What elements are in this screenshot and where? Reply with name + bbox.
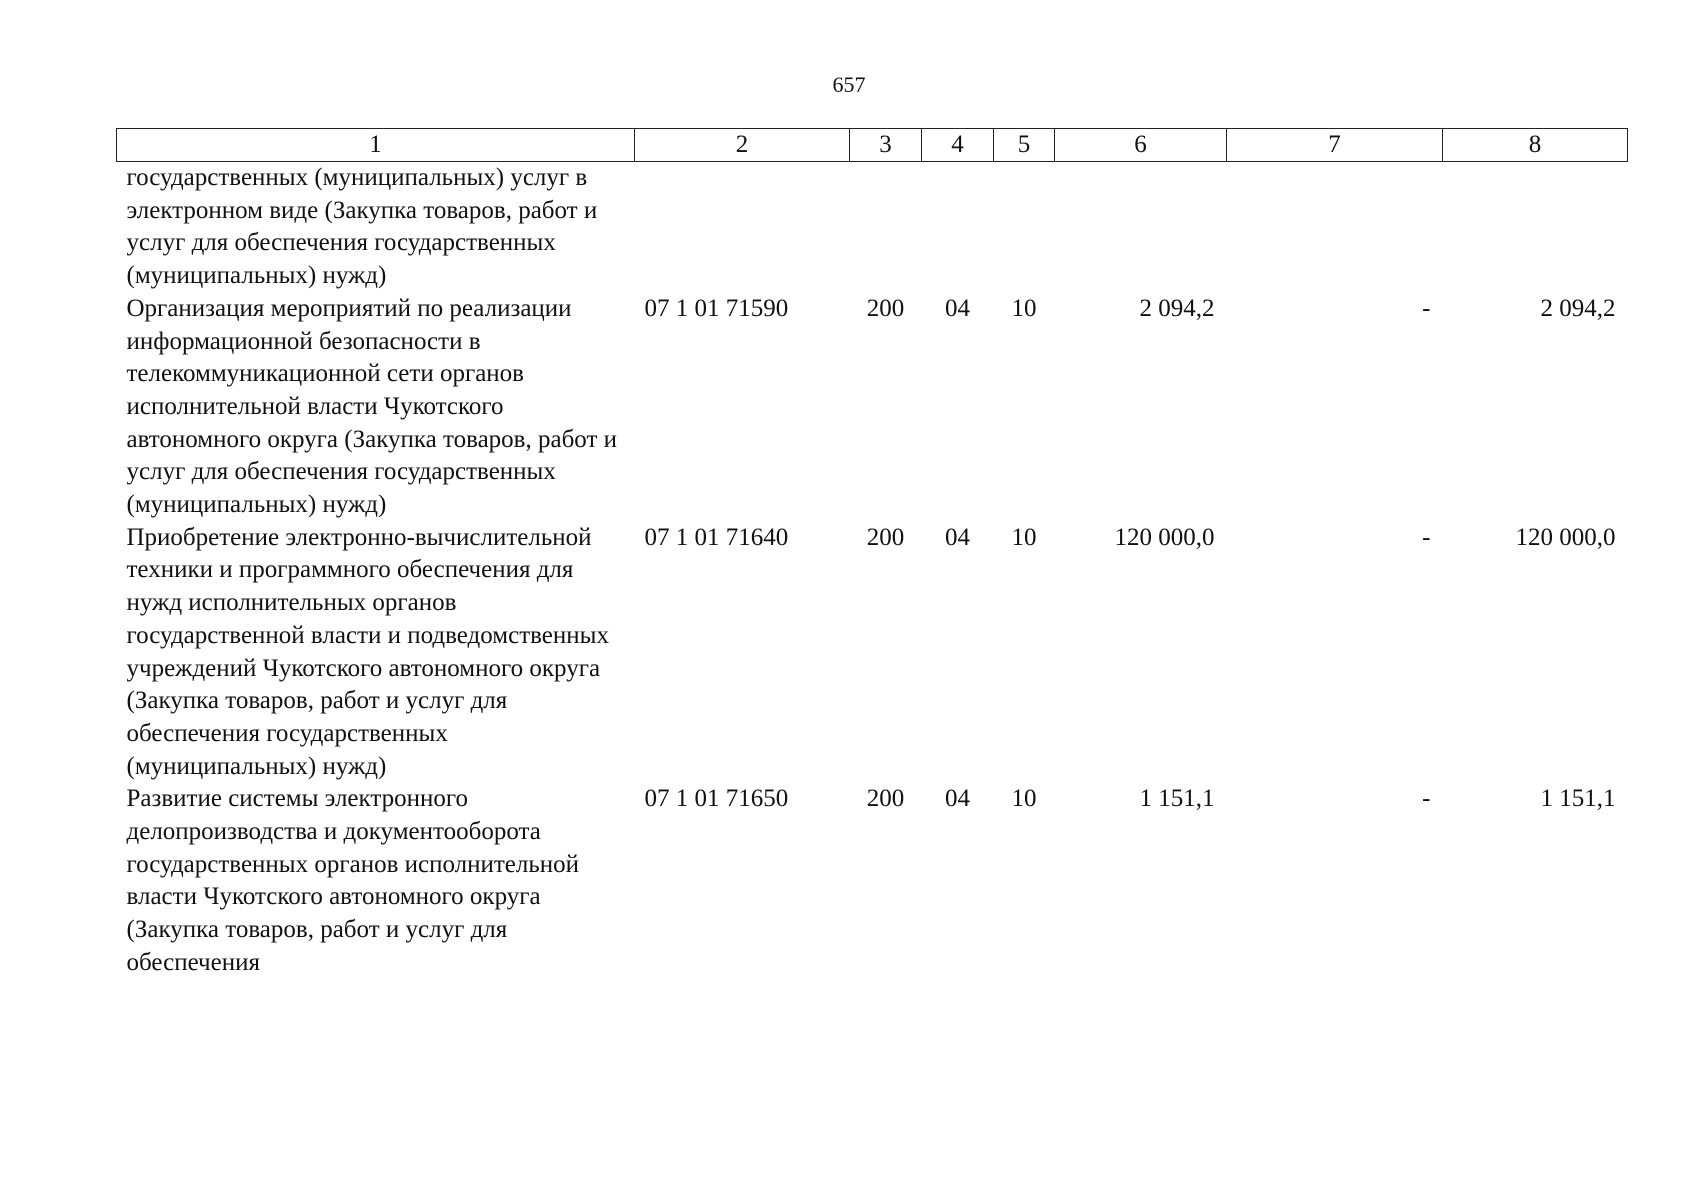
row-col-7: - <box>1422 294 1431 322</box>
row-col-5: 10 <box>1011 785 1037 813</box>
row-code: 07 1 01 71640 <box>644 523 789 551</box>
row-col-6: 1 151,1 <box>1139 785 1215 813</box>
row-name: Приобретение электронно-вычислительной техники и программного обеспечения для нужд исполнительных органов государственной власти и подведомственных учреждений Чукотского автономного округа (Закупка товаров, работ и услуг для обеспечения государственных (муниципальных) нужд) <box>126 523 609 780</box>
row-col-8 <box>1443 162 1628 293</box>
row-col-6: 2 094,2 <box>1139 294 1215 322</box>
row-col-4: 04 <box>945 294 970 322</box>
row-col-8: 1 151,1 <box>1540 785 1616 813</box>
row-col-4 <box>922 162 994 293</box>
row-code: 07 1 01 71590 <box>644 294 789 322</box>
row-code <box>635 162 850 293</box>
budget-table <box>116 128 1628 980</box>
row-col-3: 200 <box>866 523 905 551</box>
row-col-5: 10 <box>1011 523 1037 551</box>
page-number: 657 <box>832 72 866 97</box>
row-col-6 <box>1055 162 1227 293</box>
row-name: государственных (муниципальных) услуг в электронном виде (Закупка товаров, работ и услуг для обеспечения государственных (муниципальных) нужд) <box>126 164 598 290</box>
table-row <box>117 783 1628 979</box>
row-col-3: 200 <box>866 294 905 322</box>
column-header-3: 3 <box>850 129 922 162</box>
row-code: 07 1 01 71650 <box>644 785 789 813</box>
row-col-5 <box>994 162 1055 293</box>
column-header-6: 6 <box>1055 129 1227 162</box>
column-header-4: 4 <box>922 129 994 162</box>
column-header-5: 5 <box>994 129 1055 162</box>
table-row <box>117 162 1628 293</box>
column-header-2: 2 <box>635 129 850 162</box>
table-row <box>117 522 1628 784</box>
row-col-7: - <box>1422 523 1431 551</box>
row-col-6: 120 000,0 <box>1114 523 1215 551</box>
row-col-7: - <box>1422 785 1431 813</box>
table-row <box>117 293 1628 522</box>
column-header-7: 7 <box>1227 129 1443 162</box>
row-name: Развитие системы электронного делопроизводства и документооборота государственных органов исполнительной власти Чукотского автономного округа (Закупка товаров, работ и услуг для обеспечения <box>126 785 580 976</box>
column-header-1: 1 <box>117 129 635 162</box>
row-col-4: 04 <box>945 523 970 551</box>
row-col-8: 2 094,2 <box>1540 294 1616 322</box>
row-col-3: 200 <box>866 785 905 813</box>
row-col-5: 10 <box>1011 294 1037 322</box>
table-header-row <box>117 129 1628 162</box>
column-header-8: 8 <box>1443 129 1628 162</box>
row-col-8: 120 000,0 <box>1515 523 1616 551</box>
row-col-4: 04 <box>945 785 970 813</box>
row-name: Организация мероприятий по реализации информационной безопасности в телекоммуникационной сети органов исполнительной власти Чукотского автономного округа (Закупка товаров, работ и услуг для обеспечения государственных (муниципальных) нужд) <box>126 294 618 519</box>
row-col-3 <box>850 162 922 293</box>
row-col-7 <box>1227 162 1443 293</box>
